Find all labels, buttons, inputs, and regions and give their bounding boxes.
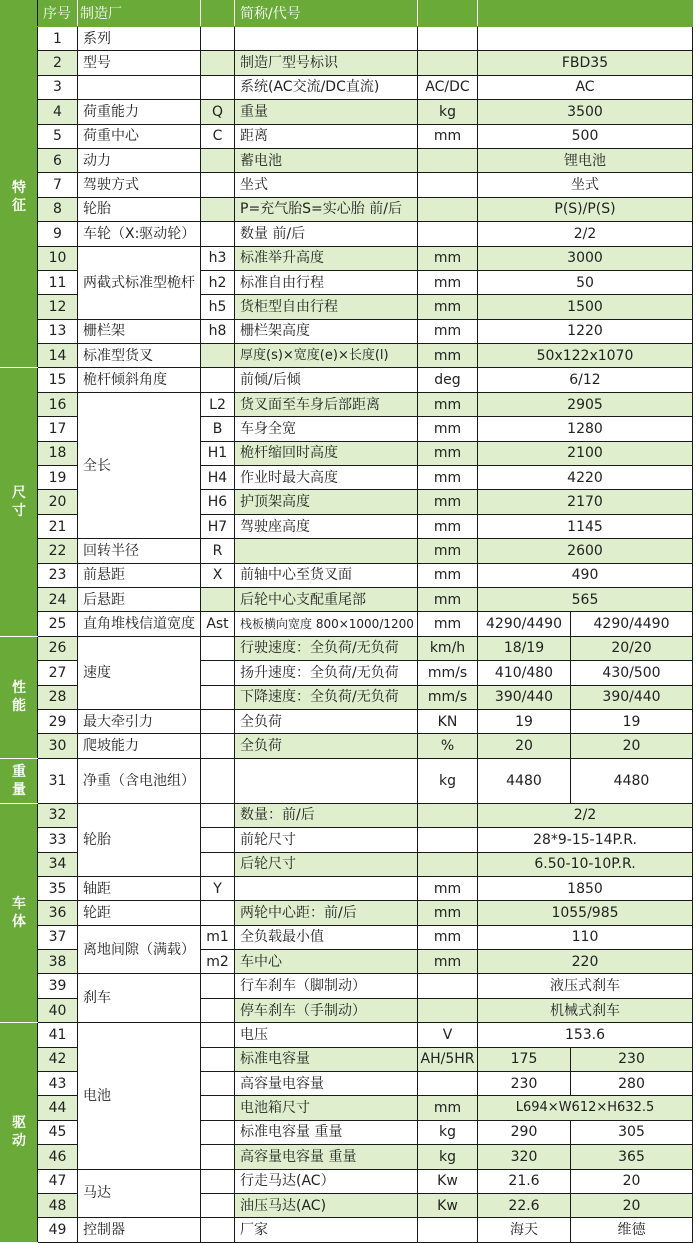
row-value: 305 [571, 1120, 693, 1144]
row-name: 后悬距 [78, 587, 201, 611]
row-desc: 坐式 [235, 173, 418, 197]
row-value: 220 [478, 950, 693, 974]
row-unit: mm [418, 270, 478, 294]
row-symbol: H6 [201, 490, 235, 514]
row-unit: mm [418, 950, 478, 974]
row-value: 维德 [571, 1218, 693, 1242]
row-value: 50x122x1070 [478, 344, 693, 368]
table-row [1, 876, 693, 900]
table-row [1, 758, 693, 803]
row-no: 41 [38, 1023, 78, 1047]
row-value: 1220 [478, 319, 693, 343]
row-value: AC [478, 75, 693, 99]
table-row [1, 1218, 693, 1242]
category-body: 车 体 [1, 803, 38, 1023]
row-desc: 前倾/后倾 [235, 368, 418, 392]
row-symbol: R [201, 539, 235, 563]
row-value: 海天 [478, 1218, 571, 1242]
table-row [1, 148, 693, 172]
header-no: 序号 [38, 1, 78, 27]
row-name: 全长 [78, 392, 201, 538]
row-unit: mm [418, 514, 478, 538]
row-name: 控制器 [78, 1218, 201, 1242]
row-name: 轮胎 [78, 197, 201, 221]
row-no: 4 [38, 100, 78, 124]
category-performance: 性 能 [1, 636, 38, 758]
row-name: 桅杆倾斜角度 [78, 368, 201, 392]
row-name: 离地间隙（满载） [78, 925, 201, 974]
row-desc: 数量：前/后 [235, 803, 418, 827]
row-unit: mm [418, 319, 478, 343]
row-unit: mm [418, 490, 478, 514]
row-value: 4290/4490 [478, 612, 571, 636]
row-symbol: h2 [201, 270, 235, 294]
row-value: 4480 [478, 758, 571, 803]
row-name: 荷重中心 [78, 124, 201, 148]
row-no: 37 [38, 925, 78, 949]
row-desc: 桅杆缩回时高度 [235, 441, 418, 465]
row-value: 2/2 [478, 803, 693, 827]
row-name: 栅栏架 [78, 319, 201, 343]
row-desc: 高容量电容量 重量 [235, 1145, 418, 1169]
header-sym [201, 1, 235, 27]
row-name: 刹车 [78, 974, 201, 1023]
row-unit: mm [418, 925, 478, 949]
row-value: P(S)/P(S) [478, 197, 693, 221]
row-value: L694×W612×H632.5 [478, 1096, 693, 1120]
row-value: FBD35 [478, 51, 693, 75]
row-desc: 制造厂型号标识 [235, 51, 418, 75]
table-row [1, 124, 693, 148]
row-desc: 扬升速度：全负荷/无负荷 [235, 661, 418, 685]
row-name: 系列 [78, 27, 201, 51]
row-unit: V [418, 1023, 478, 1047]
row-no: 24 [38, 587, 78, 611]
table-row [1, 368, 693, 392]
row-no: 2 [38, 51, 78, 75]
row-desc: 作业时最大高度 [235, 466, 418, 490]
row-unit: mm [418, 441, 478, 465]
row-unit: mm [418, 466, 478, 490]
row-no: 49 [38, 1218, 78, 1242]
row-value: 1280 [478, 417, 693, 441]
row-no: 17 [38, 417, 78, 441]
row-value: 390/440 [571, 685, 693, 709]
row-no: 33 [38, 828, 78, 852]
row-desc: 厂家 [235, 1218, 418, 1242]
row-value: 565 [478, 587, 693, 611]
row-value: 2905 [478, 392, 693, 416]
row-desc: 停车刹车（手制动） [235, 998, 418, 1022]
table-row [1, 27, 693, 51]
row-desc: 全负载最小值 [235, 925, 418, 949]
row-name: 标准型货叉 [78, 344, 201, 368]
row-no: 12 [38, 295, 78, 319]
table-row [1, 392, 693, 416]
row-value: 2100 [478, 441, 693, 465]
row-value: 500 [478, 124, 693, 148]
row-value: 175 [478, 1047, 571, 1071]
row-value: 320 [478, 1145, 571, 1169]
row-no: 18 [38, 441, 78, 465]
row-unit: AH/5HR [418, 1047, 478, 1071]
row-no: 10 [38, 246, 78, 270]
row-value: 1500 [478, 295, 693, 319]
category-features: 特 征 [1, 27, 38, 368]
row-desc: 全负荷 [235, 709, 418, 733]
row-symbol: X [201, 563, 235, 587]
row-value: 430/500 [571, 661, 693, 685]
row-value: 290 [478, 1120, 571, 1144]
table-row [1, 197, 693, 221]
row-no: 30 [38, 734, 78, 758]
row-symbol: H1 [201, 441, 235, 465]
header-value [478, 1, 693, 27]
row-no: 20 [38, 490, 78, 514]
row-unit: mm [418, 417, 478, 441]
table-row [1, 319, 693, 343]
row-no: 19 [38, 466, 78, 490]
table-row [1, 587, 693, 611]
table-row [1, 75, 693, 99]
row-no: 45 [38, 1120, 78, 1144]
row-unit: AC/DC [418, 75, 478, 99]
table-row [1, 901, 693, 925]
row-no: 27 [38, 661, 78, 685]
row-no: 14 [38, 344, 78, 368]
row-desc: 全负荷 [235, 734, 418, 758]
row-name: 两截式标准型桅杆 [78, 246, 201, 319]
row-desc: 电压 [235, 1023, 418, 1047]
row-value: 19 [571, 709, 693, 733]
row-desc: 货叉面至车身后部距离 [235, 392, 418, 416]
table-row [1, 612, 693, 636]
row-name: 型号 [78, 51, 201, 75]
row-no: 29 [38, 709, 78, 733]
row-no: 25 [38, 612, 78, 636]
row-value: 20 [571, 734, 693, 758]
row-symbol: h8 [201, 319, 235, 343]
row-unit: Kw [418, 1193, 478, 1217]
row-desc: 行车刹车（脚制动） [235, 974, 418, 998]
row-no: 15 [38, 368, 78, 392]
row-unit: mm [418, 612, 478, 636]
row-desc: 行驶速度：全负荷/无负荷 [235, 636, 418, 660]
row-desc: 两轮中心距：前/后 [235, 901, 418, 925]
table-row [1, 925, 693, 949]
row-value: 3000 [478, 246, 693, 270]
row-no: 5 [38, 124, 78, 148]
row-symbol: C [201, 124, 235, 148]
row-desc: 油压马达(AC) [235, 1193, 418, 1217]
row-value: 20 [478, 734, 571, 758]
row-desc: 标准举升高度 [235, 246, 418, 270]
row-value: 365 [571, 1145, 693, 1169]
row-unit: % [418, 734, 478, 758]
table-row [1, 563, 693, 587]
row-no: 48 [38, 1193, 78, 1217]
category-dimensions: 尺 寸 [1, 368, 38, 636]
row-no: 23 [38, 563, 78, 587]
row-no: 42 [38, 1047, 78, 1071]
row-desc: 厚度(s)×宽度(e)×长度(l) [235, 344, 418, 368]
row-symbol: m2 [201, 950, 235, 974]
row-value: 21.6 [478, 1169, 571, 1193]
row-no: 6 [38, 148, 78, 172]
row-unit: mm [418, 124, 478, 148]
row-name: 驾驶方式 [78, 173, 201, 197]
row-desc: 重量 [235, 100, 418, 124]
row-value: 280 [571, 1072, 693, 1096]
row-value: 液压式刹车 [478, 974, 693, 998]
row-unit: Kw [418, 1169, 478, 1193]
row-desc: 电池箱尺寸 [235, 1096, 418, 1120]
row-name: 爬坡能力 [78, 734, 201, 758]
row-name: 轮胎 [78, 803, 201, 876]
row-desc: 车身全宽 [235, 417, 418, 441]
row-desc: 驾驶座高度 [235, 514, 418, 538]
row-value: 坐式 [478, 173, 693, 197]
row-symbol: m1 [201, 925, 235, 949]
row-value: 2600 [478, 539, 693, 563]
row-symbol: L2 [201, 392, 235, 416]
row-name: 前悬距 [78, 563, 201, 587]
row-no: 3 [38, 75, 78, 99]
header-unit [418, 1, 478, 27]
row-no: 35 [38, 876, 78, 900]
row-name: 直角堆栈信道宽度 [78, 612, 201, 636]
row-desc: 栈板横向宽度 800×1000/1200 [235, 612, 418, 636]
row-value: 50 [478, 270, 693, 294]
table-row [1, 344, 693, 368]
table-row [1, 539, 693, 563]
row-desc: 系统(AC交流/DC直流) [235, 75, 418, 99]
row-symbol: h5 [201, 295, 235, 319]
row-unit: deg [418, 368, 478, 392]
row-no: 26 [38, 636, 78, 660]
row-desc: 高容量电容量 [235, 1072, 418, 1096]
row-desc: 前轴中心至货叉面 [235, 563, 418, 587]
row-no: 7 [38, 173, 78, 197]
row-desc: 距离 [235, 124, 418, 148]
row-unit: kg [418, 100, 478, 124]
row-value: 1145 [478, 514, 693, 538]
row-value: 230 [571, 1047, 693, 1071]
row-desc: 行走马达(AC） [235, 1169, 418, 1193]
row-symbol: H4 [201, 466, 235, 490]
row-unit: mm [418, 563, 478, 587]
row-desc: 栅栏架高度 [235, 319, 418, 343]
table-row [1, 636, 693, 660]
row-name: 电池 [78, 1023, 201, 1169]
table-row [1, 974, 693, 998]
row-unit: mm [418, 344, 478, 368]
row-unit: km/h [418, 636, 478, 660]
row-value: 22.6 [478, 1193, 571, 1217]
row-value: 2170 [478, 490, 693, 514]
row-name: 车轮（X:驱动轮） [78, 222, 201, 246]
row-no: 40 [38, 998, 78, 1022]
row-no: 8 [38, 197, 78, 221]
row-symbol: Ast [201, 612, 235, 636]
header-corner [1, 1, 38, 27]
row-value: 18/19 [478, 636, 571, 660]
row-name: 最大牵引力 [78, 709, 201, 733]
table-row [1, 51, 693, 75]
row-no: 28 [38, 685, 78, 709]
row-desc: 前轮尺寸 [235, 828, 418, 852]
row-no: 21 [38, 514, 78, 538]
row-unit: mm [418, 295, 478, 319]
row-no: 22 [38, 539, 78, 563]
row-value: 1055/985 [478, 901, 693, 925]
row-value: 153.6 [478, 1023, 693, 1047]
table-row [1, 173, 693, 197]
row-name: 荷重能力 [78, 100, 201, 124]
row-value: 28*9-15-14P.R. [478, 828, 693, 852]
row-value: 4290/4490 [571, 612, 693, 636]
row-desc: 货柜型自由行程 [235, 295, 418, 319]
table-row [1, 803, 693, 827]
row-no: 9 [38, 222, 78, 246]
row-value: 110 [478, 925, 693, 949]
row-unit: mm [418, 539, 478, 563]
row-no: 13 [38, 319, 78, 343]
row-no: 36 [38, 901, 78, 925]
row-value: 390/440 [478, 685, 571, 709]
row-desc: 后轮中心支配重尾部 [235, 587, 418, 611]
row-desc: 蓄电池 [235, 148, 418, 172]
row-name: 轴距 [78, 876, 201, 900]
row-unit: kg [418, 1145, 478, 1169]
row-symbol: B [201, 417, 235, 441]
row-desc: 标准电容量 重量 [235, 1120, 418, 1144]
row-value: 机械式刹车 [478, 998, 693, 1022]
category-drive: 驱 动 [1, 1023, 38, 1243]
row-name: 净重（含电池组） [78, 758, 201, 803]
row-unit: mm [418, 587, 478, 611]
row-desc: 车中心 [235, 950, 418, 974]
row-desc: 下降速度：全负荷/无负荷 [235, 685, 418, 709]
header-maker: 制造厂 [78, 1, 201, 27]
table-row [1, 1023, 693, 1047]
row-no: 47 [38, 1169, 78, 1193]
row-no: 46 [38, 1145, 78, 1169]
row-symbol: H7 [201, 514, 235, 538]
row-unit: mm [418, 901, 478, 925]
row-name: 动力 [78, 148, 201, 172]
row-unit: kg [418, 758, 478, 803]
table-row [1, 246, 693, 270]
row-value: 1850 [478, 876, 693, 900]
row-value: 20/20 [571, 636, 693, 660]
row-value: 锂电池 [478, 148, 693, 172]
row-no: 44 [38, 1096, 78, 1120]
row-name: 轮距 [78, 901, 201, 925]
row-no: 38 [38, 950, 78, 974]
row-no: 32 [38, 803, 78, 827]
row-unit: mm/s [418, 685, 478, 709]
row-value: 4220 [478, 466, 693, 490]
row-value: 410/480 [478, 661, 571, 685]
row-name: 速度 [78, 636, 201, 709]
row-no: 43 [38, 1072, 78, 1096]
row-symbol: Q [201, 100, 235, 124]
row-name: 马达 [78, 1169, 201, 1218]
row-desc: 后轮尺寸 [235, 852, 418, 876]
row-unit: mm/s [418, 661, 478, 685]
row-value: 2/2 [478, 222, 693, 246]
row-value: 19 [478, 709, 571, 733]
row-no: 31 [38, 758, 78, 803]
table-row [1, 222, 693, 246]
row-value: 4480 [571, 758, 693, 803]
row-value: 20 [571, 1193, 693, 1217]
row-desc: 标准自由行程 [235, 270, 418, 294]
row-desc: P=充气胎S=实心胎 前/后 [235, 197, 418, 221]
row-name: 回转半径 [78, 539, 201, 563]
category-weight: 重 量 [1, 758, 38, 803]
row-unit: KN [418, 709, 478, 733]
row-value: 20 [571, 1169, 693, 1193]
row-no: 34 [38, 852, 78, 876]
row-no: 39 [38, 974, 78, 998]
row-symbol: Y [201, 876, 235, 900]
row-unit: mm [418, 876, 478, 900]
row-unit: kg [418, 1120, 478, 1144]
header-abbr: 简称/代号 [235, 1, 418, 27]
row-symbol: h3 [201, 246, 235, 270]
row-value: 6/12 [478, 368, 693, 392]
table-row [1, 100, 693, 124]
row-desc: 护顶架高度 [235, 490, 418, 514]
row-desc: 数量 前/后 [235, 222, 418, 246]
row-desc: 标准电容量 [235, 1047, 418, 1071]
table-row [1, 709, 693, 733]
row-unit: mm [418, 392, 478, 416]
row-value: 490 [478, 563, 693, 587]
row-value: 6.50-10-10P.R. [478, 852, 693, 876]
row-value: 230 [478, 1072, 571, 1096]
table-row [1, 734, 693, 758]
table-row [1, 1169, 693, 1193]
row-unit: mm [418, 246, 478, 270]
row-value: 3500 [478, 100, 693, 124]
row-no: 11 [38, 270, 78, 294]
row-unit: mm [418, 1096, 478, 1120]
row-no: 1 [38, 27, 78, 51]
row-no: 16 [38, 392, 78, 416]
